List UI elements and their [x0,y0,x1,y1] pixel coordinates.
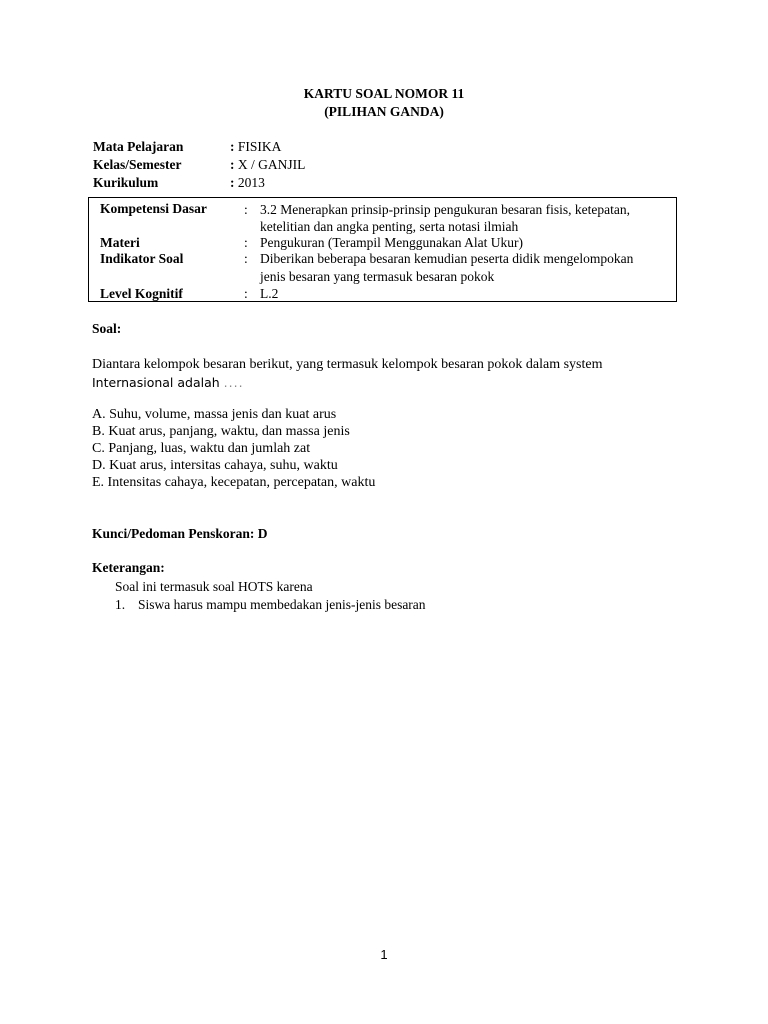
question-line2-text: Internasional adalah [92,375,220,390]
keterangan-item-num: 1. [115,597,126,612]
page-number: 1 [380,947,388,962]
option-c: C. Panjang, luas, waktu dan jumlah zat [92,441,311,456]
answer-key: Kunci/Pedoman Penskoran: D [92,526,268,541]
meta-value-text: X / GANJIL [237,157,306,172]
option-a: A. Suhu, volume, massa jenis dan kuat arus [92,407,337,422]
materi-value: Pengukuran (Terampil Menggunakan Alat Ukur) [260,235,523,250]
meta-colon: : [230,157,235,172]
question-line1: Diantara kelompok besaran berikut, yang termasuk kelompok besaran pokok dalam system [92,357,603,372]
competency-box [88,197,677,302]
option-e: E. Intensitas cahaya, kecepatan, percepatan, waktu [92,475,376,490]
card-subtitle: (PILIHAN GANDA) [324,104,444,119]
option-b: B. Kuat arus, panjang, waktu, dan massa jenis [92,424,350,439]
indikator-colon: : [244,251,248,266]
soal-label: Soal: [92,321,122,336]
meta-colon: : [230,175,235,190]
meta-value [230,174,265,191]
level-label: Level Kognitif [100,286,183,301]
keterangan-item-text: Siswa harus mampu membedakan jenis-jenis besaran [138,597,426,612]
meta-label: Kurikulum [93,175,159,190]
keterangan-label: Keterangan: [92,560,165,575]
meta-value-text: FISIKA [237,139,282,154]
question-dots: .... [223,375,244,390]
keterangan-intro: Soal ini termasuk soal HOTS karena [115,579,313,594]
materi-colon: : [244,235,248,250]
indikator-value-line2: jenis besaran yang termasuk besaran pokok [260,269,495,284]
meta-label: Mata Pelajaran [93,139,184,154]
kd-value-line2: ketelitian dan angka penting, serta notasi ilmiah [260,219,519,234]
meta-label: Kelas/Semester [93,157,182,172]
meta-value [230,156,305,173]
kd-value-line1: 3.2 Menerapkan prinsip-prinsip pengukuran besaran fisis, ketepatan, [260,202,631,217]
question-line2 [92,374,244,391]
materi-label: Materi [100,235,140,250]
indikator-value-line1: Diberikan beberapa besaran kemudian peserta didik mengelompokan [260,251,634,266]
level-value: L.2 [260,286,279,301]
kd-colon: : [244,202,248,217]
kd-label: Kompetensi Dasar [100,201,207,216]
option-d: D. Kuat arus, intersitas cahaya, suhu, waktu [92,458,338,473]
meta-value-text: 2013 [237,175,265,190]
meta-colon: : [230,139,235,154]
meta-value [230,138,281,155]
indikator-label: Indikator Soal [100,251,184,266]
card-title: KARTU SOAL NOMOR 11 [303,86,465,101]
level-colon: : [244,286,248,301]
